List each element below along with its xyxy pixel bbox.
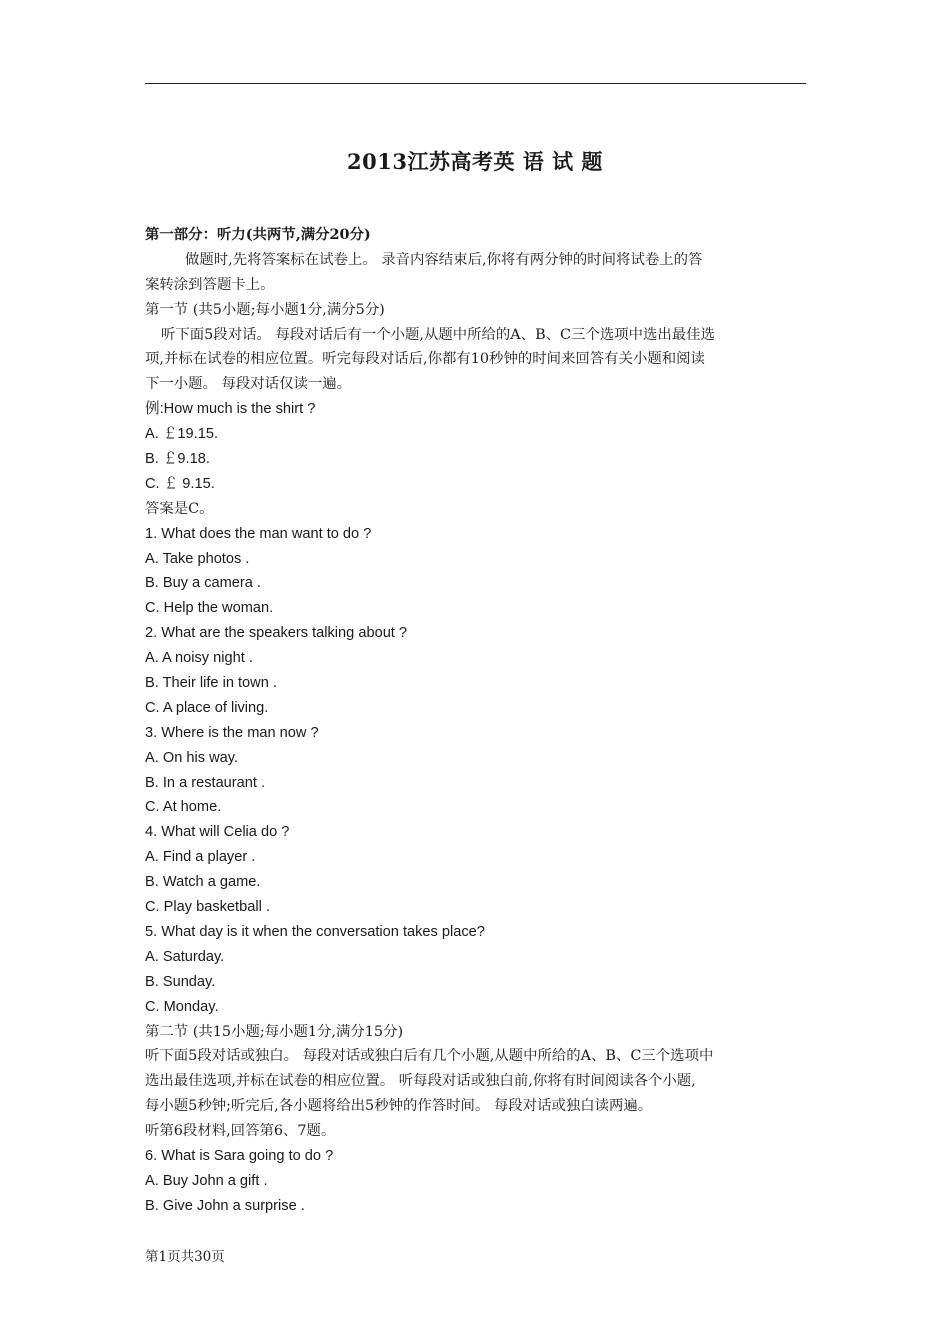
section1-text: 项,并标在试卷的相应位置。听完每段对话后,你都有10秒钟的时间来回答有关小题和阅读 bbox=[145, 351, 705, 368]
answer-option: B. Sunday. bbox=[145, 973, 216, 990]
example-option: C. ￡ 9.15. bbox=[145, 475, 215, 492]
answer-option: A. Find a player . bbox=[145, 849, 256, 866]
answer-option: B. In a restaurant . bbox=[145, 774, 266, 791]
question: 5. What day is it when the conversation takes place? bbox=[145, 923, 485, 940]
answer-option: C. Help the woman. bbox=[145, 600, 274, 617]
answer-option: C. At home. bbox=[145, 799, 222, 816]
question: 1. What does the man want to do ? bbox=[145, 525, 372, 542]
answer-option: C. Monday. bbox=[145, 998, 219, 1015]
answer-option: A. On his way. bbox=[145, 749, 238, 766]
answer-option: C. Play basketball . bbox=[145, 899, 270, 916]
section2-text: 听下面5段对话或独白。 每段对话或独白后有几个小题,从题中所给的A、B、C三个选项中 bbox=[145, 1048, 714, 1065]
question: 3. Where is the man now ? bbox=[145, 724, 319, 741]
answer-option: B. Their life in town . bbox=[145, 675, 277, 692]
example-answer: 答案是C。 bbox=[145, 500, 214, 517]
question: 6. What is Sara going to do ? bbox=[145, 1147, 334, 1164]
question: 4. What will Celia do ? bbox=[145, 824, 290, 841]
page-number: 第1页共30页 bbox=[145, 1249, 225, 1265]
header-rule bbox=[145, 83, 806, 84]
section1-text: 下一小题。 每段对话仅读一遍。 bbox=[145, 376, 352, 393]
answer-option: A. Buy John a gift . bbox=[145, 1172, 268, 1189]
answer-option: B. Buy a camera . bbox=[145, 575, 261, 592]
answer-option: A. A noisy night . bbox=[145, 650, 253, 667]
example-option: A. ￡19.15. bbox=[145, 426, 219, 443]
section1-heading: 第一节 (共5小题;每小题1分,满分5分) bbox=[145, 301, 385, 318]
answer-option: A. Saturday. bbox=[145, 948, 225, 965]
answer-option: B. Give John a surprise . bbox=[145, 1197, 305, 1214]
question: 2. What are the speakers talking about ? bbox=[145, 625, 408, 642]
section2-text: 每小题5秒钟;听完后,各小题将给出5秒钟的作答时间。 每段对话或独白读两遍。 bbox=[145, 1098, 653, 1115]
section2-text: 选出最佳选项,并标在试卷的相应位置。 听每段对话或独白前,你将有时间阅读各个小题, bbox=[145, 1073, 696, 1090]
instructions-line: 案转涂到答题卡上。 bbox=[145, 276, 275, 293]
material6-heading: 听第6段材料,回答第6、7题。 bbox=[145, 1123, 336, 1140]
answer-option: A. Take photos . bbox=[145, 550, 250, 567]
part1-heading: 第一部分：听力(共两节,满分20分) bbox=[145, 226, 371, 243]
example-question: 例:How much is the shirt ? bbox=[145, 401, 316, 418]
instructions-line: 做题时,先将答案标在试卷上。 录音内容结束后,你将有两分钟的时间将试卷上的答 bbox=[185, 251, 703, 268]
answer-option: C. A place of living. bbox=[145, 699, 269, 716]
section1-text: 听下面5段对话。 每段对话后有一个小题,从题中所给的A、B、C三个选项中选出最佳选 bbox=[161, 326, 715, 343]
example-option: B. ￡9.18. bbox=[145, 451, 210, 468]
answer-option: B. Watch a game. bbox=[145, 874, 261, 891]
section2-heading: 第二节 (共15小题;每小题1分,满分15分) bbox=[145, 1023, 404, 1040]
document-body bbox=[145, 223, 807, 1219]
page-title: 2013江苏高考英 语 试 题 bbox=[347, 149, 603, 174]
